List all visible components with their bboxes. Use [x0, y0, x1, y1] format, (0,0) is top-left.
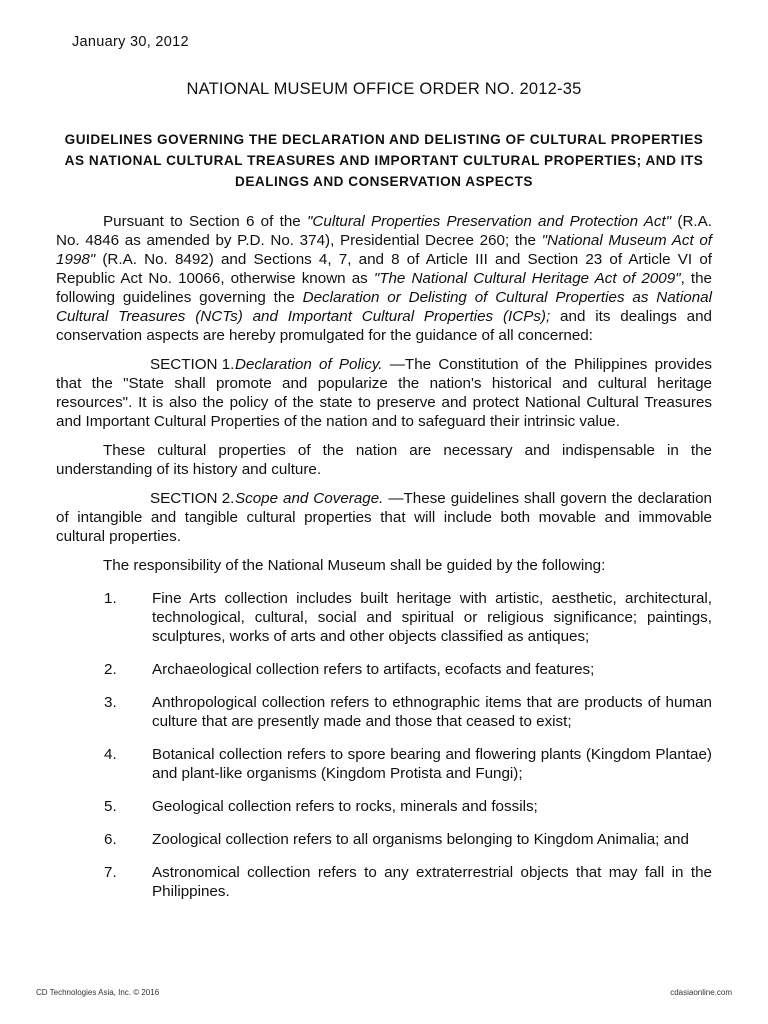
list-item-text: Zoological collection refers to all organisms belonging to Kingdom Animalia; and [152, 831, 689, 848]
list-item-number: 1. [104, 590, 117, 607]
section-1-heading: Declaration of Policy. [235, 356, 383, 373]
document-date: January 30, 2012 [72, 34, 189, 50]
list-item-number: 4. [104, 746, 117, 763]
list-item [56, 693, 712, 731]
list-item-text: Archaeological collection refers to artifacts, ecofacts and features; [152, 661, 595, 678]
section-2-text: —These guidelines shall govern the declaration of intangible and tangible cultural properties that will include both movable and immovable cultural properties. [56, 490, 712, 545]
list-item [56, 589, 712, 646]
list-item [56, 863, 712, 901]
list-item-text: Botanical collection refers to spore bearing and flowering plants (Kingdom Plantae) and plant-like organisms (Kingdom Protista and Fungi); [152, 746, 712, 782]
preamble-text-4: , the following guidelines governing the [56, 270, 712, 306]
list-item [56, 797, 712, 816]
preamble-italic-2: "National Museum Act of 1998" [56, 232, 712, 268]
list-item-number: 6. [104, 831, 117, 848]
list-item-number: 5. [104, 798, 117, 815]
preamble-text-5: and its dealings and conservation aspects are hereby promulgated for the guidance of all concerned: [56, 308, 712, 344]
list-item-text: Astronomical collection refers to any extraterrestrial objects that may fall in the Philippines. [152, 864, 712, 900]
list-item-text: Geological collection refers to rocks, minerals and fossils; [152, 798, 538, 815]
list-item [56, 830, 712, 849]
footer-copyright: CD Technologies Asia, Inc. © 2016 [36, 988, 160, 997]
footer-site: cdasiaonline.com [670, 988, 732, 997]
section-1-label: SECTION 1. [150, 356, 235, 373]
preamble-italic-1: "Cultural Properties Preservation and Protection Act" [307, 213, 672, 230]
preamble-italic-4: Declaration or Delisting of Cultural Properties as National Cultural Treasures (NCTs) and Important Cultural Properties (ICPs); [56, 289, 712, 325]
section-1-paragraph [56, 355, 712, 431]
section-2-heading: Scope and Coverage. [235, 490, 384, 507]
list-item-number: 3. [104, 694, 117, 711]
document-body [56, 212, 712, 915]
list-item-number: 7. [104, 864, 117, 881]
preamble-italic-3: "The National Cultural Heritage Act of 2009" [373, 270, 681, 287]
preamble-text-1: Pursuant to Section 6 of the [103, 213, 308, 230]
preamble-text-2: (R.A. No. 4846 as amended by P.D. No. 374), Presidential Decree 260; the [56, 213, 712, 249]
order-title: NATIONAL MUSEUM OFFICE ORDER NO. 2012-35 [186, 80, 582, 98]
section-2-label: SECTION 2. [150, 490, 235, 507]
list-item [56, 745, 712, 783]
list-item-text: Fine Arts collection includes built heritage with artistic, aesthetic, architectural, technological, cultural, social and spiritual or religious significance; paintings, sculptures, works of arts and other objects classified as antiques; [152, 590, 712, 645]
list-item-number: 2. [104, 661, 117, 678]
section-1-paragraph-2: These cultural properties of the nation are necessary and indispensable in the understanding of its history and culture. [56, 442, 712, 478]
section-2-paragraph-2: The responsibility of the National Museum shall be guided by the following: [103, 557, 606, 574]
section-2-paragraph [56, 489, 712, 546]
list-item-text: Anthropological collection refers to ethnographic items that are products of human culture that are presently made and those that ceased to exist; [152, 694, 712, 730]
preamble-text-3: (R.A. No. 8492) and Sections 4, 7, and 8 of Article III and Section 23 of Article VI of Republic Act No. 10066, otherwise known as [56, 251, 712, 287]
list-item [56, 660, 712, 679]
document-subtitle: GUIDELINES GOVERNING THE DECLARATION AND DELISTING OF CULTURAL PROPERTIES AS NATIONAL CULTURAL TREASURES AND IMPORTANT CULTURAL PROPERTIES; AND ITS DEALINGS AND CONSERVATION ASPECTS [64, 132, 704, 189]
preamble-paragraph [56, 212, 712, 345]
collection-list [56, 589, 712, 901]
section-1-text: —The Constitution of the Philippines provides that the "State shall promote and popularize the nation's historical and cultural heritage resources". It is also the policy of the state to preserve and protect National Cultural Treasures and Important Cultural Properties of the nation and to safeguard their intrinsic value. [56, 356, 713, 430]
